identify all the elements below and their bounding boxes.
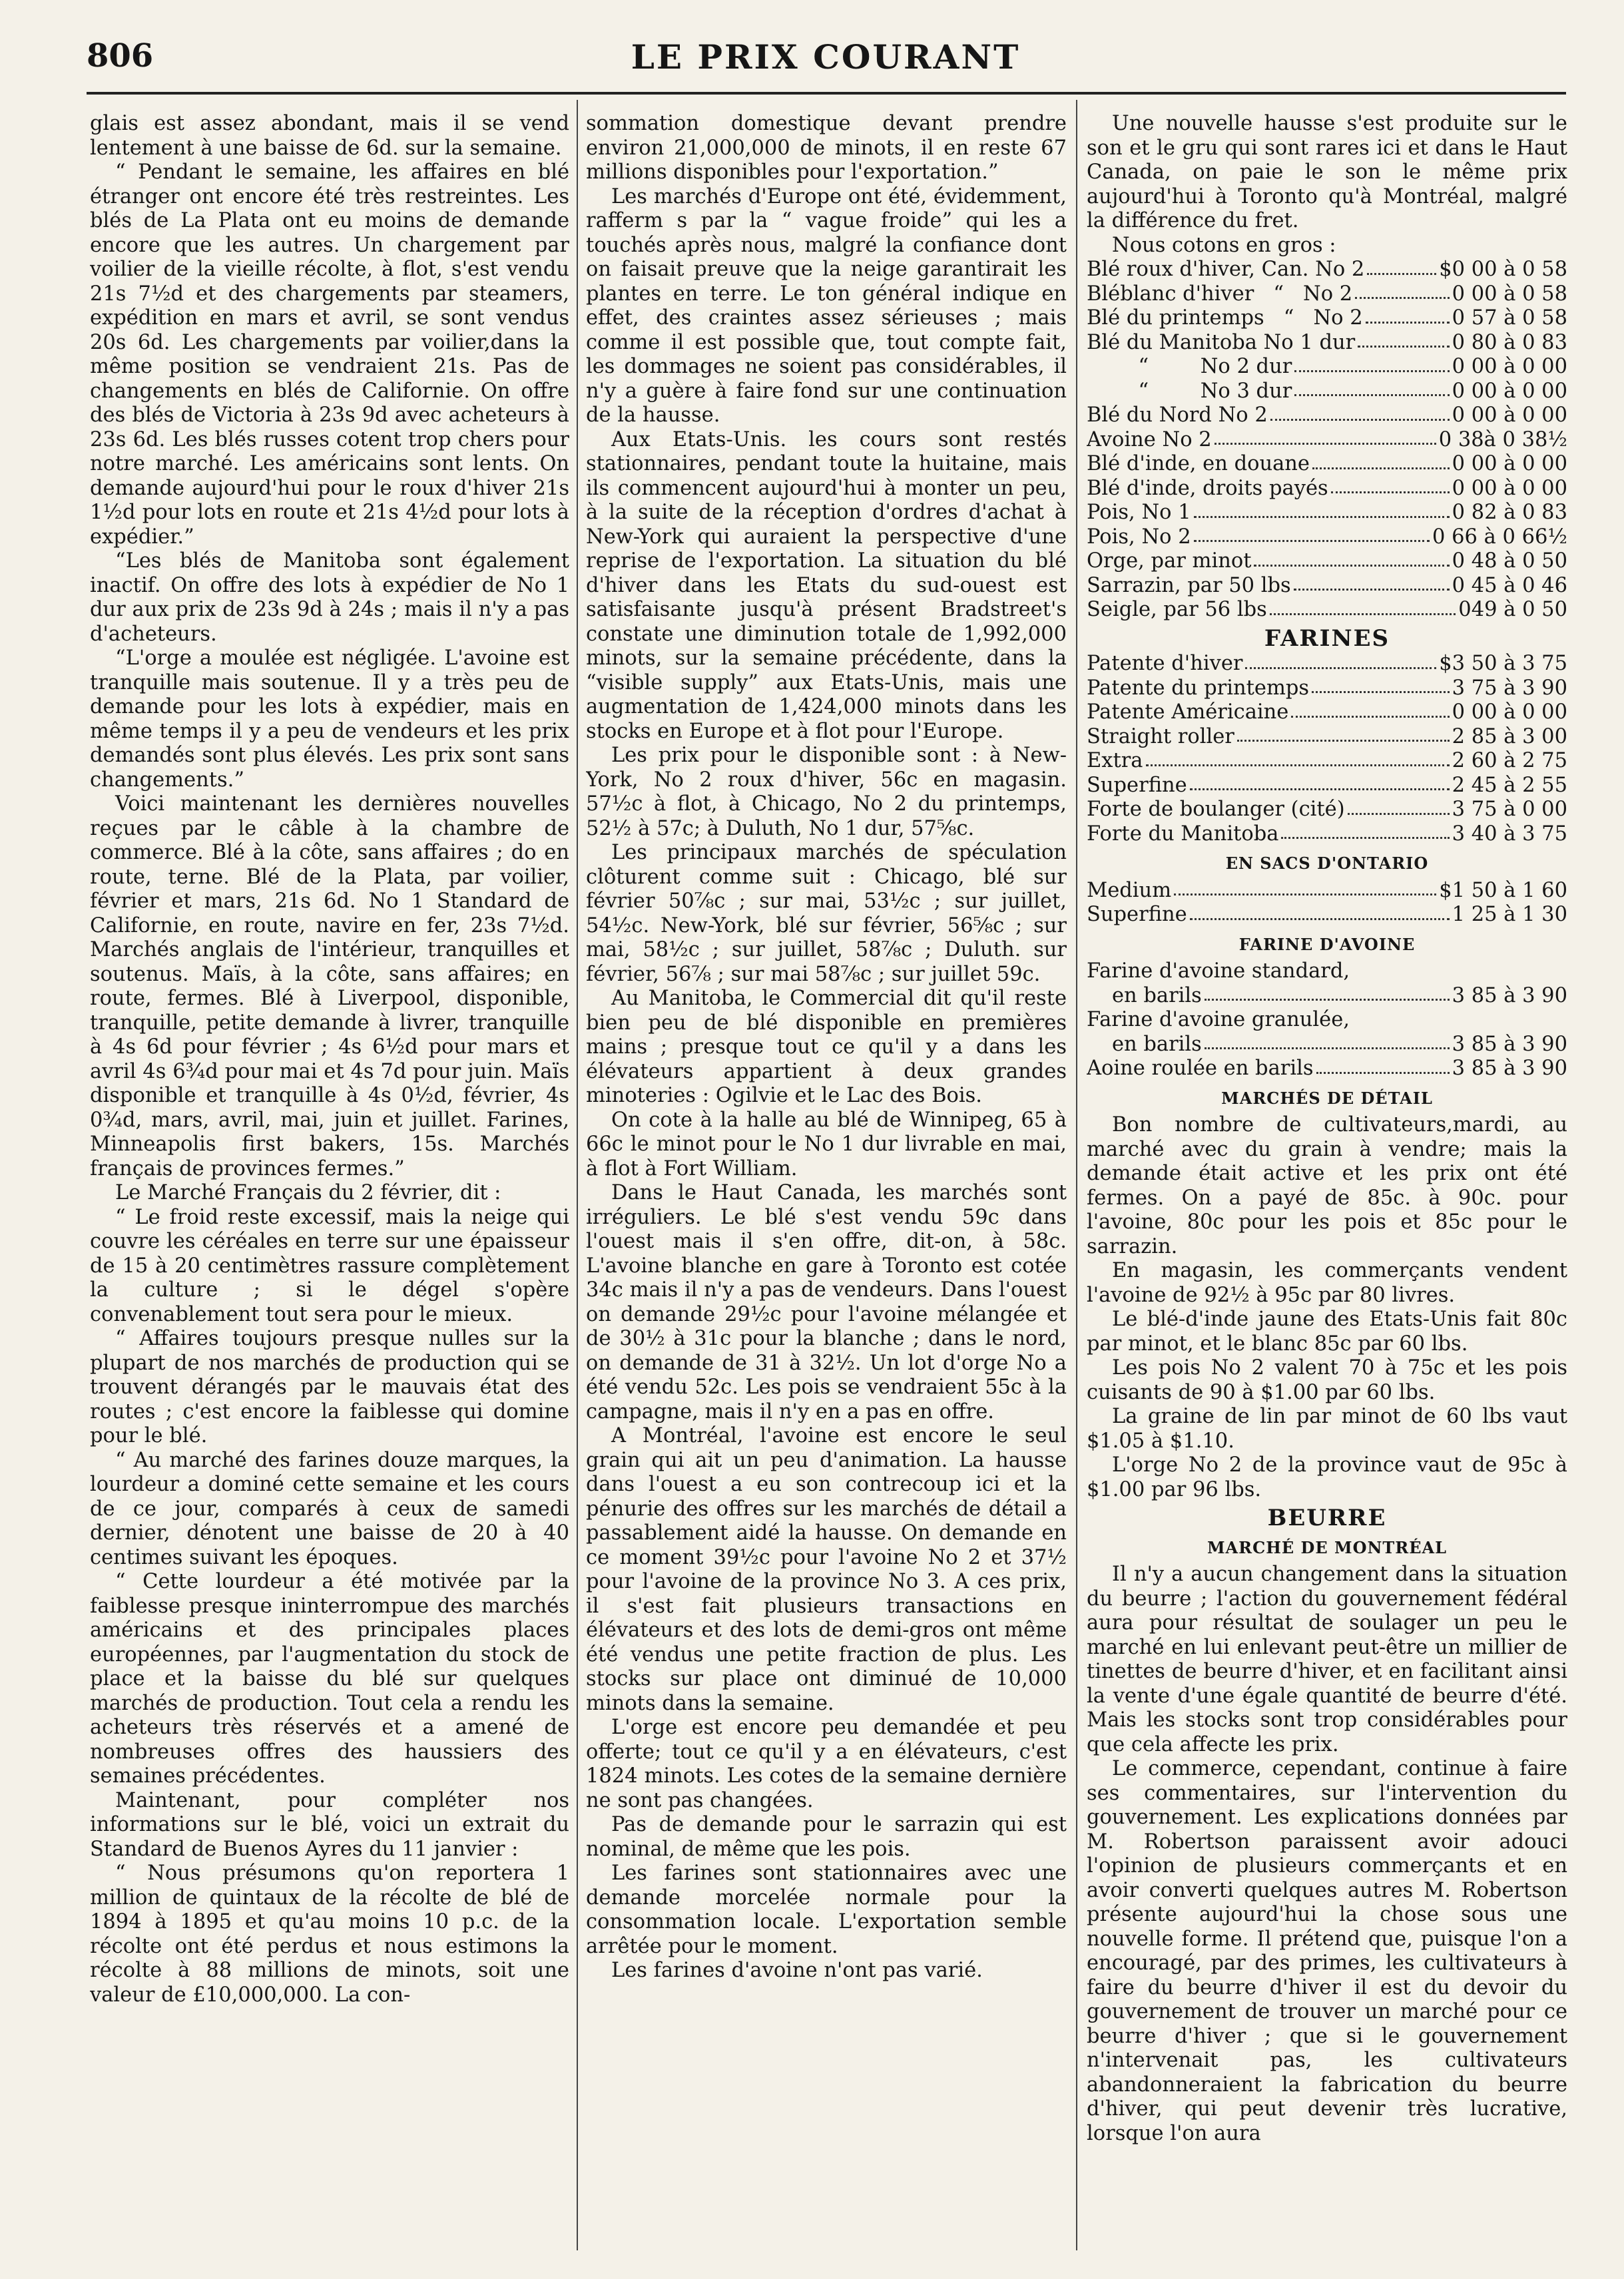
paragraph: Le blé-d'inde jaune des Etats-Unis fait 80c par minot, et le blanc 85c par 60 lbs. <box>1087 1308 1567 1356</box>
price-value: 2 85 à 3 00 <box>1452 724 1567 748</box>
paragraph: Nous cotons en gros : <box>1112 233 1336 257</box>
price-row <box>1087 452 1567 477</box>
price-value: $0 00 à 0 58 <box>1439 258 1567 281</box>
dot-leader <box>1294 589 1450 591</box>
price-value: 0 66 à 0 66½ <box>1432 525 1567 549</box>
dot-leader <box>1245 667 1436 669</box>
dot-leader <box>1312 691 1450 693</box>
price-value: 3 85 à 3 90 <box>1452 1057 1567 1080</box>
price-value: 0 00 à 0 58 <box>1452 282 1567 306</box>
price-label: Extra <box>1087 749 1143 772</box>
price-label: Pois, No 2 <box>1087 525 1191 549</box>
paragraph: La graine de lin par minot de 60 lbs vaut $1.05 à $1.10. <box>1087 1405 1567 1453</box>
price-value: 0 82 à 0 83 <box>1452 501 1567 524</box>
price-value: 0 00 à 0 00 <box>1452 379 1567 403</box>
price-row <box>1087 574 1567 599</box>
section-heading-ontario: EN SACS D'ONTARIO <box>1225 854 1429 873</box>
price-value: 3 85 à 3 90 <box>1452 983 1567 1007</box>
paragraph: Il n'y a aucun changement dans la situation du beurre ; l'action du gouvernement fédéral aura pour résultat de soulager un peu le marché en lui enlevant peut-être un millier de tinettes de beurre d'hiver, et en facilitant ainsi la vente d'une égale quantité de beurre d'été. Mais les stocks sont trop considérables pour que cela affecte les prix. <box>1087 1563 1567 1756</box>
price-label-continued: en barils <box>1112 983 1202 1007</box>
price-value: 0 00 à 0 00 <box>1452 452 1567 475</box>
dot-leader <box>1348 813 1450 815</box>
paragraph: Pas de demande pour le sarrazin qui est nominal, de même que les pois. <box>586 1813 1067 1861</box>
paragraph: Les farines d'avoine n'ont pas varié. <box>611 1959 983 1982</box>
paragraph: En magasin, les commerçants vendent l'avoine de 92½ à 95c par 80 livres. <box>1087 1259 1567 1307</box>
journal-title: LE PRIX COURANT <box>631 37 1021 77</box>
price-row <box>1087 903 1567 927</box>
paragraph: On cote à la halle au blé de Winnipeg, 65 à 66c le minot pour le No 1 dur livrable en mai, à flot à Fort William. <box>586 1108 1067 1180</box>
header-rule <box>87 92 1566 95</box>
price-label: Seigle, par 56 lbs <box>1087 598 1267 621</box>
price-label: Medium <box>1087 878 1172 902</box>
price-label: Blé d'inde, en douane <box>1087 452 1310 475</box>
price-value: $1 50 à 1 60 <box>1439 878 1567 902</box>
paragraph: Les pois No 2 valent 70 à 75c et les pois cuisants de 90 à $1.00 par 60 lbs. <box>1087 1356 1567 1404</box>
paragraph: “ Affaires toujours presque nulles sur la plupart de nos marchés de production qui se trouvent dérangés par le mauvais état des routes ; c'est encore la faiblesse qui domine pour le blé. <box>90 1327 569 1447</box>
price-label: “ No 2 dur <box>1087 355 1292 378</box>
dot-leader <box>1174 893 1436 895</box>
price-row <box>1087 501 1567 525</box>
price-label: Blé roux d'hiver, Can. No 2 <box>1087 258 1365 281</box>
column-middle <box>586 112 1067 2256</box>
column-divider <box>1076 100 1077 2250</box>
price-label: Patente d'hiver <box>1087 652 1243 675</box>
price-label: Forte de boulanger (cité) <box>1087 798 1345 821</box>
price-row <box>1087 477 1567 501</box>
price-label: Patente du printemps <box>1087 676 1310 700</box>
section-heading-beurre: BEURRE <box>1267 1505 1387 1531</box>
paragraph: Les marchés d'Europe ont été, évidemment, rafferm s par la “ vague froide” qui les a touchés après nous, malgré la confiance dont on faisait preuve que la neige garantirait les plantes en terre. Le ton général indique en effet, des craintes assez sérieuses ; mais comme il est possible que, tout compte fait, les dommages ne soient pas considérables, il n'y a guère à faire fond sur une continuation de la hausse. <box>586 184 1067 427</box>
grain-price-list <box>1087 258 1567 623</box>
price-value: 049 à 0 50 <box>1458 598 1567 621</box>
price-row <box>1087 774 1567 798</box>
section-heading-farines: FARINES <box>1264 625 1390 652</box>
paragraph: Bon nombre de cultivateurs,mardi, au marché avec du grain à vendre; mais la demande était active et les prix ont été fermes. On a payé de 85c. à 90c. pour l'avoine, 80c pour les pois et 85c pour le sarrazin. <box>1087 1113 1567 1258</box>
dot-leader <box>1215 443 1436 445</box>
price-value: 1 25 à 1 30 <box>1452 903 1567 926</box>
dot-leader <box>1190 788 1450 790</box>
price-label: Blé du Manitoba No 1 dur <box>1087 330 1356 354</box>
price-label: Sarrazin, par 50 lbs <box>1087 573 1291 597</box>
dot-leader <box>1316 1072 1450 1074</box>
price-row <box>1087 749 1567 774</box>
paragraph: “ Au marché des farines douze marques, la lourdeur a dominé cette semaine et les cours de ce jour, comparés à ceux de samedi dernier, dénotent une baisse de 20 à 40 centimes suivant les époques. <box>90 1448 569 1569</box>
price-label: Aoine roulée en barils <box>1087 1057 1314 1080</box>
paragraph: sommation domestique devant prendre environ 21,000,000 de minots, il en reste 67 millions disponibles pour l'exportation.” <box>586 112 1067 184</box>
paragraph: Les principaux marchés de spéculation clôturent comme suit : Chicago, blé sur février 50⅞c ; sur mai, 53½c ; sur juillet, 54½c. New-York, blé sur février, 56⅝c ; sur mai, 58½c ; sur juillet, 58⅞c ; Duluth. sur février, 56⅞ ; sur mai 58⅞c ; sur juillet 59c. <box>586 841 1067 986</box>
paragraph: Les farines sont stationnaires avec une demande morcelée normale pour la consommation locale. L'exportation semble arrêtée pour le moment. <box>586 1862 1067 1958</box>
dot-leader <box>1358 346 1449 348</box>
column-left <box>90 112 569 2256</box>
paragraph: A Montréal, l'avoine est encore le seul grain qui ait un peu d'animation. La hausse dans l'ouest a eu son contrecoup ici et la pénurie des offres sur les marchés de détail a passablement aidé la hausse. On demande en ce moment 39½c pour l'avoine No 2 et 37½ pour l'avoine de la province No 3. A ces prix, il s'est fait plusieurs transactions en élévateurs et des lots de demi-gros ont même été vendus une petite fraction de plus. Les stocks sur place ont diminué de 10,000 minots dans la semaine. <box>586 1424 1067 1715</box>
price-label: Orge, par minot <box>1087 549 1252 573</box>
paragraph: glais est assez abondant, mais il se vend lentement à une baisse de 6d. sur la semaine. <box>90 112 569 160</box>
price-row <box>1087 331 1567 356</box>
price-value: 0 00 à 0 00 <box>1452 476 1567 500</box>
price-value: $3 50 à 3 75 <box>1439 652 1567 675</box>
price-row <box>1087 525 1567 550</box>
price-row <box>1087 700 1567 725</box>
section-heading-detail: MARCHÉS DE DÉTAIL <box>1221 1088 1433 1108</box>
price-label: Avoine No 2 <box>1087 427 1212 451</box>
dot-leader <box>1291 716 1449 718</box>
price-value: 0 80 à 0 83 <box>1452 330 1567 354</box>
dot-leader <box>1205 1047 1450 1049</box>
price-row <box>1087 725 1567 750</box>
subheading-marche-montreal: MARCHÉ DE MONTRÉAL <box>1207 1537 1448 1557</box>
dot-leader <box>1331 491 1450 493</box>
dot-leader <box>1367 273 1436 275</box>
price-value: 3 75 à 0 00 <box>1452 798 1567 821</box>
price-label: Patente Américaine <box>1087 700 1289 724</box>
oatmeal-price-list <box>1087 959 1567 1081</box>
price-label: Bléblanc d'hiver “ No 2 <box>1087 282 1353 306</box>
price-label: Farine d'avoine granulée, <box>1087 1008 1350 1031</box>
price-row <box>1087 282 1567 307</box>
ontario-price-list <box>1087 879 1567 927</box>
price-label: Blé du printemps “ No 2 <box>1087 306 1363 330</box>
price-label: Farine d'avoine standard, <box>1087 959 1350 983</box>
price-row <box>1087 1008 1567 1057</box>
price-value: 3 85 à 3 90 <box>1452 1032 1567 1056</box>
price-value: 2 45 à 2 55 <box>1452 773 1567 797</box>
paragraph: L'orge No 2 de la province vaut de 95c à $1.00 par 96 lbs. <box>1087 1453 1567 1501</box>
price-row <box>1087 652 1567 676</box>
flour-price-list <box>1087 652 1567 846</box>
price-row <box>1087 403 1567 428</box>
dot-leader <box>1312 467 1450 469</box>
price-value: 2 60 à 2 75 <box>1452 749 1567 772</box>
price-value: 0 00 à 0 00 <box>1452 403 1567 427</box>
paragraph: “ Pendant le semaine, les affaires en blé étranger ont encore été très restreintes. Les blés de La Plata ont eu moins de demande encore que les autres. Un chargement par voilier de la vieille récolte, à flot, s'est vendu 21s 7½d et des chargements par steamers, expédition en mars et avril, se sont vendus 20s 6d. Les chargements par voilier,dans la même position se vendraient 21s. Pas de changements en blés de Californie. On offre des blés de Victoria à 23s 9d avec acheteurs à 23s 6d. Les blés russes cotent trop chers pour notre marché. Les américains sont lents. On demande aujourd'hui pour le roux d'hiver 21s 1½d pour lots en route et 21s 4½d pour lots à expédier.” <box>90 160 569 549</box>
section-heading-avoine: FARINE D'AVOINE <box>1238 934 1416 954</box>
paragraph: Dans le Haut Canada, les marchés sont irréguliers. Le blé s'est vendu 59c dans l'ouest mais il s'en offre, dit-on, à 58c. L'avoine blanche en gare à Toronto est cotée 34c mais il n'y a pas de vendeurs. Dans l'ouest on demande 29½c pour l'avoine mélangée et de 30½ à 31c pour la blanche ; dans le nord, on demande de 31 à 32½. Un lot d'orge No a été vendu 52c. Les pois se vendraient 55c à la campagne, mais il n'y en a pas en offre. <box>586 1181 1067 1423</box>
paragraph: L'orge est encore peu demandée et peu offerte; tout ce qu'il y a en élévateurs, c'est 1824 minots. Les cotes de la semaine dernière ne sont pas changées. <box>586 1716 1067 1812</box>
dot-leader <box>1270 613 1456 615</box>
price-row <box>1087 822 1567 847</box>
paragraph: Maintenant, pour compléter nos informations sur le blé, voici un extrait du Standard de Buenos Ayres du 11 janvier : <box>90 1788 569 1861</box>
price-row <box>1087 258 1567 282</box>
paragraph: Voici maintenant les dernières nouvelles reçues par le câble à la chambre de commerce. Blé à la côte, sans affaires ; do en route, terne. Blé de la Plata, par voilier, février et mars, 21s 6d. No 1 Standard de Californie, en route, navire en fer, 23s 7½d. Marchés anglais de l'intérieur, tranquilles et soutenus. Maïs, à la côte, sans affaires; en route, fermes. Blé à Liverpool, disponible, tranquille, petite demande à livrer, tranquille à 4s 6d pour février ; 4s 6½d pour mars et avril 4s 6¾d pour mai et 4s 7d pour juin. Maïs disponible et tranquille à 4s 0½d, février, 4s 0¾d, mars, avril, mai, juin et juillet. Farines, Minneapolis first bakers, 15s. Marchés français de provinces fermes.” <box>90 792 569 1180</box>
paragraph: “ Nous présumons qu'on reportera 1 million de quintaux de la récolte de blé de 1894 à 1895 et qu'au moins 10 p.c. de la récolte ont été perdus et nous estimons la récolte à 88 millions de minots, soit une valeur de £10,000,000. La con- <box>90 1862 569 2007</box>
price-value: 0 00 à 0 00 <box>1452 700 1567 724</box>
dot-leader <box>1281 837 1449 839</box>
price-label: Superfine <box>1087 903 1187 926</box>
paragraph: “L'orge a moulée est négligée. L'avoine est tranquille mais soutenue. Il y a très peu de demande pour les lots à expédier, mais en même temps il y a peu de vendeurs et les prix demandés sont plus élevés. Les prix sont sans changements.” <box>90 646 569 792</box>
dot-leader <box>1294 370 1449 372</box>
paragraph: Au Manitoba, le Commercial dit qu'il reste bien peu de blé disponible en premières mains ; presque tout ce qu'il y a dans les élévateurs appartient à deux grandes minoteries : Ogilvie et le Lac des Bois. <box>586 987 1067 1107</box>
dot-leader <box>1190 918 1450 920</box>
price-value: 0 48 à 0 50 <box>1452 549 1567 573</box>
price-value: 0 00 à 0 00 <box>1452 355 1567 378</box>
dot-leader <box>1237 740 1450 742</box>
page-number: 806 <box>87 37 154 75</box>
dot-leader <box>1146 764 1450 766</box>
price-label: Pois, No 1 <box>1087 501 1191 524</box>
price-line <box>1087 1033 1567 1057</box>
dot-leader <box>1270 419 1450 421</box>
column-divider <box>577 100 578 2250</box>
price-row <box>1087 598 1567 623</box>
price-value: 3 75 à 3 90 <box>1452 676 1567 700</box>
paragraph: “ Cette lourdeur a été motivée par la faiblesse presque ininterrompue des marchés américains et des principales places européennes, par l'augmentation du stock de place et la baisse du blé sur quelques marchés de production. Tout cela a rendu les acheteurs très réservés et a amené de nombreuses offres des haussiers des semaines précédentes. <box>90 1570 569 1788</box>
price-label: Blé d'inde, droits payés <box>1087 476 1328 500</box>
price-value: 0 38à 0 38½ <box>1438 427 1567 451</box>
dot-leader <box>1355 297 1449 299</box>
page-header <box>87 37 1565 97</box>
price-label: “ No 3 dur <box>1087 379 1292 403</box>
dot-leader <box>1366 322 1450 324</box>
paragraph: Le Marché Français du 2 février, dit : <box>115 1181 501 1204</box>
dot-leader <box>1254 565 1449 567</box>
price-row <box>1087 1057 1567 1081</box>
price-row <box>1087 306 1567 331</box>
paragraph: Aux Etats-Unis. les cours sont restés stationnaires, pendant toute la huitaine, mais ils commencent aujourd'hui à monter un peu, à la suite de la réception d'ordres d'achat à New-York qui auraient la perspective d'une reprise de l'exportation. La situation du blé d'hiver dans les Etats du sud-ouest est satisfaisante jusqu'à présent Bradstreet's constate une diminution totale de 1,992,000 minots, sur la semaine précédente, dans la “visible supply” aux Etats-Unis, mais une augmentation de 1,424,000 minots dans les stocks en Europe et à flot pour l'Europe. <box>586 427 1067 743</box>
price-label: Forte du Manitoba <box>1087 822 1279 846</box>
price-row <box>1087 380 1567 404</box>
dot-leader <box>1194 516 1450 518</box>
dot-leader <box>1194 540 1430 542</box>
price-row <box>1087 549 1567 574</box>
price-line <box>1087 984 1567 1009</box>
paragraph: “ Le froid reste excessif, mais la neige qui couvre les céréales en terre sur une épaisseur de 15 à 20 centimètres rassure complètement la culture ; si le dégel s'opère convenablement tout sera pour le mieux. <box>90 1205 569 1326</box>
price-label-continued: en barils <box>1112 1032 1202 1056</box>
price-label: Straight roller <box>1087 724 1234 748</box>
price-value: 3 40 à 3 75 <box>1452 822 1567 846</box>
paragraph: Le commerce, cependant, continue à faire ses commentaires, sur l'intervention du gouvernement. Les explications données par M. Robertson paraissent avoir adouci l'opinion de plusieurs commerçants et en avoir converti quelques autres M. Robertson présente aujourd'hui la chose sous une nouvelle forme. Il prétend que, puisque l'on a encouragé, par des primes, les cultivateurs à faire du beurre d'hiver il est du devoir du gouvernement de trouver un marché pour ce beurre d'hiver ; que si le gouvernement n'intervenait pas, les cultivateurs abandonneraient la fabrication du beurre d'hiver, qui peut devenir très lucrative, lorsque l'on aura <box>1087 1757 1567 2145</box>
dot-leader <box>1294 394 1449 396</box>
price-row <box>1087 879 1567 903</box>
paragraph: Les prix pour le disponible sont : à New-York, No 2 roux d'hiver, 56c en magasin. 57½c à flot, à Chicago, No 2 du printemps, 52½ à 57c; à Duluth, No 1 dur, 57⅝c. <box>586 744 1067 840</box>
column-right <box>1087 112 1567 2256</box>
price-label: Superfine <box>1087 773 1187 797</box>
price-row <box>1087 798 1567 822</box>
price-value: 0 57 à 0 58 <box>1452 306 1567 330</box>
price-row <box>1087 355 1567 380</box>
dot-leader <box>1205 999 1450 1001</box>
price-row <box>1087 959 1567 1008</box>
price-row <box>1087 676 1567 701</box>
price-value: 0 45 à 0 46 <box>1452 573 1567 597</box>
price-label: Blé du Nord No 2 <box>1087 403 1268 427</box>
paragraph: “Les blés de Manitoba sont également inactif. On offre des lots à expédier de No 1 dur aux prix de 23s 9d à 24s ; mais il n'y a pas d'acheteurs. <box>90 549 569 646</box>
price-row <box>1087 428 1567 453</box>
paragraph: Une nouvelle hausse s'est produite sur le son et le gru qui sont rares ici et dans le Haut Canada, on paie le son le même prix aujourd'hui à Toronto qu'à Montréal, malgré la différence du fret. <box>1087 112 1567 232</box>
